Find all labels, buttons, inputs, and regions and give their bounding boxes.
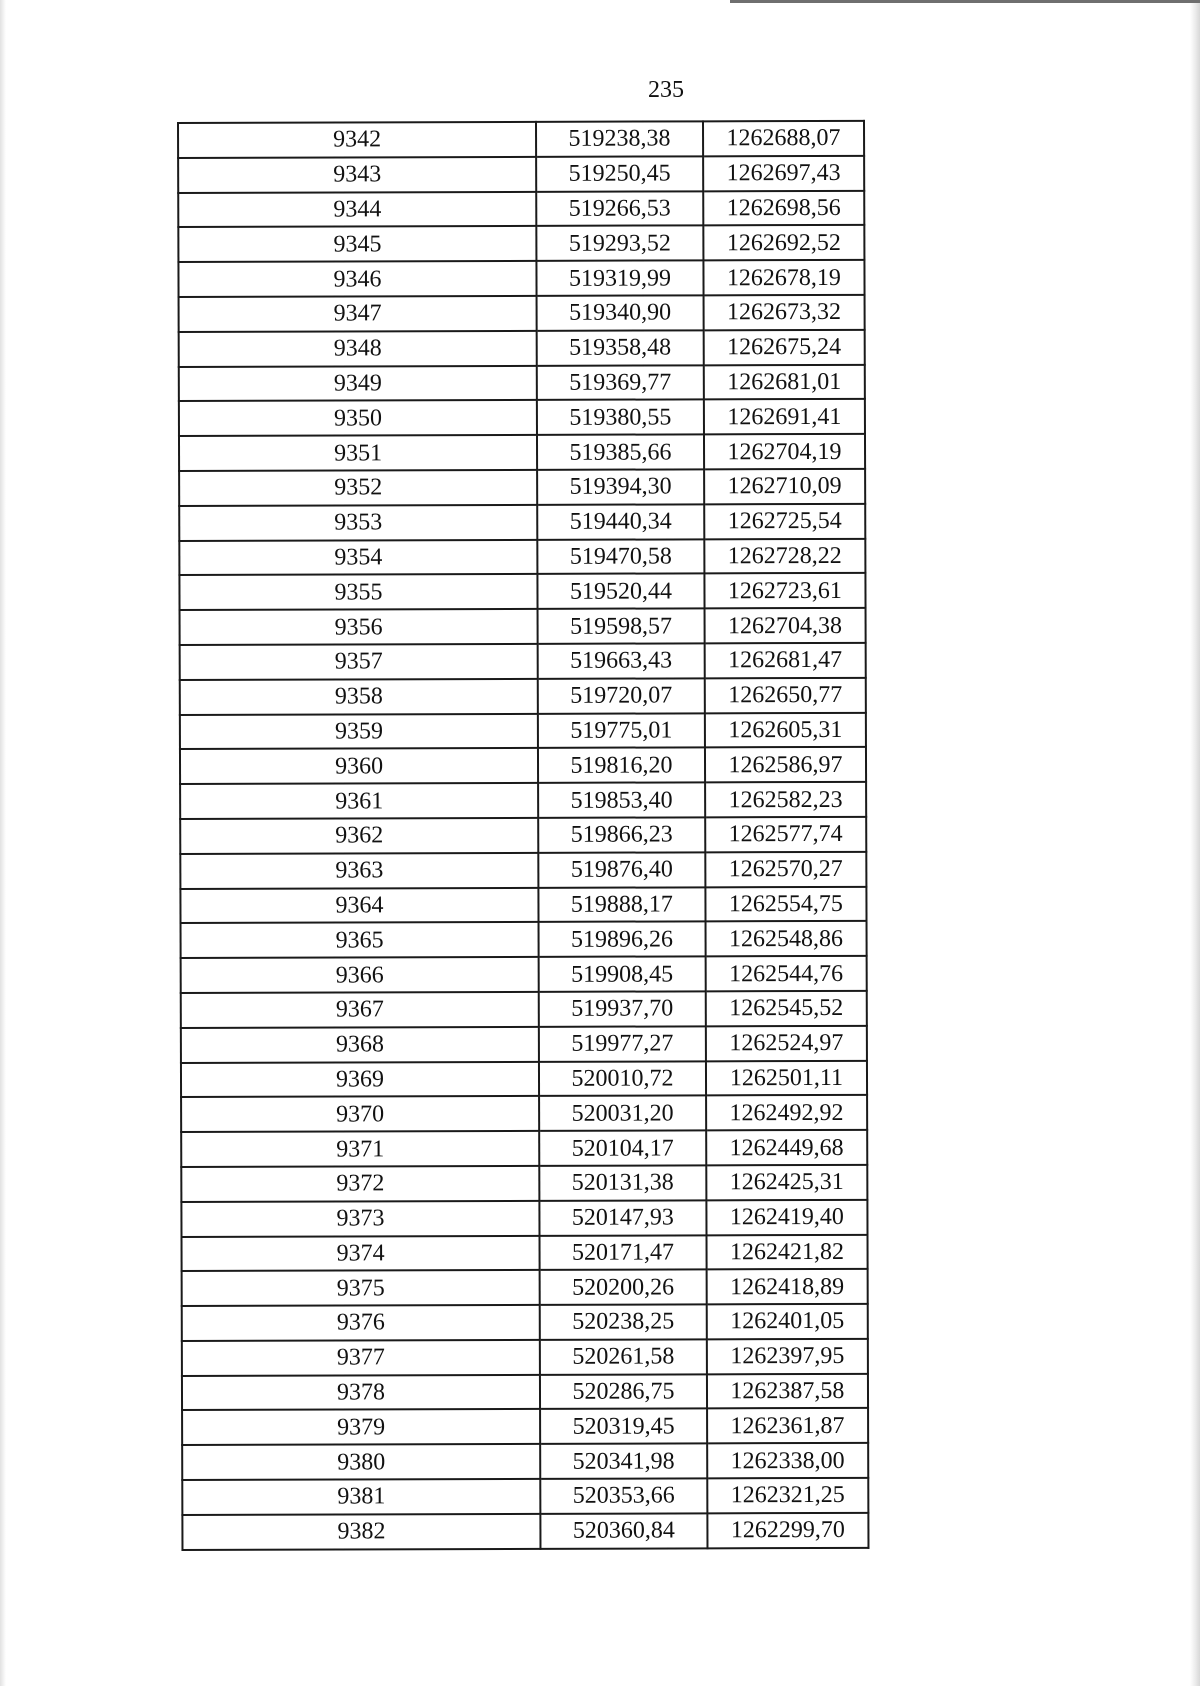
y-coordinate-cell: 1262586,97	[705, 747, 866, 782]
x-coordinate-cell: 519876,40	[538, 852, 705, 887]
table-row	[180, 817, 866, 854]
table-row	[180, 852, 866, 889]
y-coordinate-cell: 1262650,77	[705, 678, 866, 713]
x-coordinate-cell: 520360,84	[540, 1513, 707, 1548]
x-coordinate-cell: 519440,34	[537, 504, 704, 539]
point-number-cell: 9360	[180, 748, 538, 784]
x-coordinate-cell: 519394,30	[537, 469, 704, 504]
x-coordinate-cell: 519598,57	[538, 609, 705, 644]
y-coordinate-cell: 1262299,70	[707, 1513, 868, 1548]
point-number-cell: 9382	[182, 1514, 540, 1550]
point-number-cell: 9369	[181, 1061, 539, 1097]
table-row	[182, 1513, 868, 1550]
point-number-cell: 9379	[182, 1409, 540, 1445]
x-coordinate-cell: 520010,72	[539, 1061, 706, 1096]
point-number-cell: 9356	[180, 609, 538, 645]
x-coordinate-cell: 520131,38	[539, 1165, 706, 1200]
x-coordinate-cell: 519250,45	[536, 156, 703, 191]
point-number-cell: 9346	[178, 261, 536, 297]
y-coordinate-cell: 1262710,09	[704, 469, 865, 504]
table-row	[181, 1095, 867, 1132]
x-coordinate-cell: 519238,38	[536, 121, 703, 156]
x-coordinate-cell: 520353,66	[540, 1478, 707, 1513]
x-coordinate-cell: 519358,48	[537, 330, 704, 365]
x-coordinate-cell: 519520,44	[537, 574, 704, 609]
x-coordinate-cell: 519888,17	[538, 887, 705, 922]
y-coordinate-cell: 1262704,19	[704, 434, 865, 469]
table-row	[179, 573, 865, 610]
x-coordinate-cell: 519775,01	[538, 713, 705, 748]
table-row	[181, 1130, 867, 1167]
y-coordinate-cell: 1262678,19	[703, 260, 864, 295]
table-row	[178, 225, 864, 262]
y-coordinate-cell: 1262501,11	[706, 1060, 867, 1095]
table-row	[182, 1339, 868, 1376]
x-coordinate-cell: 519908,45	[539, 956, 706, 991]
point-number-cell: 9365	[181, 922, 539, 958]
x-coordinate-cell: 520147,93	[539, 1200, 706, 1235]
table-row	[179, 330, 865, 367]
x-coordinate-cell: 520286,75	[540, 1374, 707, 1409]
y-coordinate-cell: 1262321,25	[707, 1478, 868, 1513]
point-number-cell: 9359	[180, 713, 538, 749]
coordinates-table	[177, 120, 869, 1551]
table-row	[181, 956, 867, 993]
table-row	[181, 1060, 867, 1097]
y-coordinate-cell: 1262570,27	[705, 852, 866, 887]
y-coordinate-cell: 1262688,07	[703, 121, 864, 156]
y-coordinate-cell: 1262725,54	[704, 504, 865, 539]
point-number-cell: 9354	[179, 539, 537, 575]
point-number-cell: 9378	[182, 1375, 540, 1411]
table-row	[182, 1269, 868, 1306]
point-number-cell: 9376	[182, 1305, 540, 1341]
point-number-cell: 9373	[181, 1201, 539, 1237]
point-number-cell: 9348	[179, 331, 537, 367]
y-coordinate-cell: 1262492,92	[706, 1095, 867, 1130]
table-row	[179, 538, 865, 575]
point-number-cell: 9362	[180, 818, 538, 854]
table-row	[182, 1304, 868, 1341]
point-number-cell: 9371	[181, 1131, 539, 1167]
point-number-cell: 9344	[178, 191, 536, 227]
y-coordinate-cell: 1262401,05	[707, 1304, 868, 1339]
y-coordinate-cell: 1262697,43	[703, 156, 864, 191]
y-coordinate-cell: 1262582,23	[705, 782, 866, 817]
table-row	[180, 747, 866, 784]
table-row	[179, 399, 865, 436]
y-coordinate-cell: 1262449,68	[706, 1130, 867, 1165]
x-coordinate-cell: 519293,52	[536, 226, 703, 261]
x-coordinate-cell: 520238,25	[540, 1304, 707, 1339]
y-coordinate-cell: 1262704,38	[704, 608, 865, 643]
table-row	[178, 156, 864, 193]
scan-edge-left	[0, 0, 6, 1686]
x-coordinate-cell: 519720,07	[538, 678, 705, 713]
point-number-cell: 9351	[179, 435, 537, 471]
x-coordinate-cell: 519340,90	[537, 295, 704, 330]
y-coordinate-cell: 1262524,97	[706, 1026, 867, 1061]
y-coordinate-cell: 1262421,82	[706, 1234, 867, 1269]
y-coordinate-cell: 1262605,31	[705, 712, 866, 747]
y-coordinate-cell: 1262425,31	[706, 1165, 867, 1200]
x-coordinate-cell: 519853,40	[538, 782, 705, 817]
y-coordinate-cell: 1262545,52	[706, 991, 867, 1026]
x-coordinate-cell: 519380,55	[537, 400, 704, 435]
y-coordinate-cell: 1262418,89	[706, 1269, 867, 1304]
x-coordinate-cell: 519266,53	[536, 191, 703, 226]
table-row	[181, 1165, 867, 1202]
point-number-cell: 9364	[180, 887, 538, 923]
scan-edge-top	[730, 0, 1200, 3]
table-row	[182, 1443, 868, 1480]
x-coordinate-cell: 519319,99	[537, 261, 704, 296]
table-row	[178, 121, 864, 158]
table-row	[179, 295, 865, 332]
table-row	[180, 712, 866, 749]
y-coordinate-cell: 1262577,74	[705, 817, 866, 852]
x-coordinate-cell: 520261,58	[540, 1339, 707, 1374]
y-coordinate-cell: 1262548,86	[705, 921, 866, 956]
y-coordinate-cell: 1262681,47	[704, 643, 865, 678]
table-row	[179, 469, 865, 506]
x-coordinate-cell: 519937,70	[539, 991, 706, 1026]
point-number-cell: 9342	[178, 122, 536, 158]
x-coordinate-cell: 520104,17	[539, 1130, 706, 1165]
table-row	[178, 190, 864, 227]
table-row	[182, 1374, 868, 1411]
point-number-cell: 9366	[181, 957, 539, 993]
x-coordinate-cell: 520031,20	[539, 1096, 706, 1131]
point-number-cell: 9380	[182, 1444, 540, 1480]
point-number-cell: 9347	[179, 296, 537, 332]
x-coordinate-cell: 520200,26	[540, 1270, 707, 1305]
y-coordinate-cell: 1262338,00	[707, 1443, 868, 1478]
table-row	[181, 1026, 867, 1063]
y-coordinate-cell: 1262554,75	[705, 886, 866, 921]
point-number-cell: 9352	[179, 470, 537, 506]
point-number-cell: 9377	[182, 1340, 540, 1376]
point-number-cell: 9375	[182, 1270, 540, 1306]
table-row	[182, 1478, 868, 1515]
point-number-cell: 9345	[178, 226, 536, 262]
y-coordinate-cell: 1262419,40	[706, 1200, 867, 1235]
table-row	[182, 1234, 868, 1271]
y-coordinate-cell: 1262675,24	[704, 330, 865, 365]
x-coordinate-cell: 519866,23	[538, 817, 705, 852]
y-coordinate-cell: 1262723,61	[704, 573, 865, 608]
point-number-cell: 9350	[179, 400, 537, 436]
point-number-cell: 9372	[181, 1166, 539, 1202]
point-number-cell: 9374	[182, 1235, 540, 1271]
scan-edge-right	[1190, 0, 1200, 1686]
point-number-cell: 9363	[180, 853, 538, 889]
table-row	[180, 782, 866, 819]
table-row	[180, 643, 866, 680]
x-coordinate-cell: 519470,58	[537, 539, 704, 574]
y-coordinate-cell: 1262544,76	[705, 956, 866, 991]
point-number-cell: 9361	[180, 783, 538, 819]
point-number-cell: 9357	[180, 644, 538, 680]
y-coordinate-cell: 1262692,52	[703, 225, 864, 260]
table-row	[180, 886, 866, 923]
y-coordinate-cell: 1262691,41	[704, 399, 865, 434]
x-coordinate-cell: 520341,98	[540, 1444, 707, 1479]
point-number-cell: 9349	[179, 365, 537, 401]
point-number-cell: 9370	[181, 1096, 539, 1132]
y-coordinate-cell: 1262681,01	[704, 364, 865, 399]
point-number-cell: 9368	[181, 1027, 539, 1063]
x-coordinate-cell: 519896,26	[539, 922, 706, 957]
table-row	[181, 1200, 867, 1237]
y-coordinate-cell: 1262397,95	[707, 1339, 868, 1374]
point-number-cell: 9355	[179, 574, 537, 610]
table-row	[179, 364, 865, 401]
x-coordinate-cell: 520171,47	[540, 1235, 707, 1270]
table-row	[181, 921, 867, 958]
y-coordinate-cell: 1262728,22	[704, 538, 865, 573]
point-number-cell: 9343	[178, 157, 536, 193]
table-row	[181, 991, 867, 1028]
y-coordinate-cell: 1262698,56	[703, 190, 864, 225]
x-coordinate-cell: 519385,66	[537, 435, 704, 470]
point-number-cell: 9381	[182, 1479, 540, 1515]
coordinates-table-body	[178, 121, 868, 1550]
table-row	[179, 504, 865, 541]
point-number-cell: 9353	[179, 505, 537, 541]
y-coordinate-cell: 1262361,87	[707, 1408, 868, 1443]
point-number-cell: 9367	[181, 992, 539, 1028]
table-row	[180, 678, 866, 715]
y-coordinate-cell: 1262673,32	[703, 295, 864, 330]
table-row	[179, 434, 865, 471]
x-coordinate-cell: 519663,43	[538, 643, 705, 678]
page-number: 235	[648, 77, 684, 103]
table-row	[182, 1408, 868, 1445]
table-row	[180, 608, 866, 645]
x-coordinate-cell: 519369,77	[537, 365, 704, 400]
x-coordinate-cell: 519816,20	[538, 748, 705, 783]
x-coordinate-cell: 520319,45	[540, 1409, 707, 1444]
y-coordinate-cell: 1262387,58	[707, 1374, 868, 1409]
point-number-cell: 9358	[180, 679, 538, 715]
x-coordinate-cell: 519977,27	[539, 1026, 706, 1061]
table-row	[178, 260, 864, 297]
